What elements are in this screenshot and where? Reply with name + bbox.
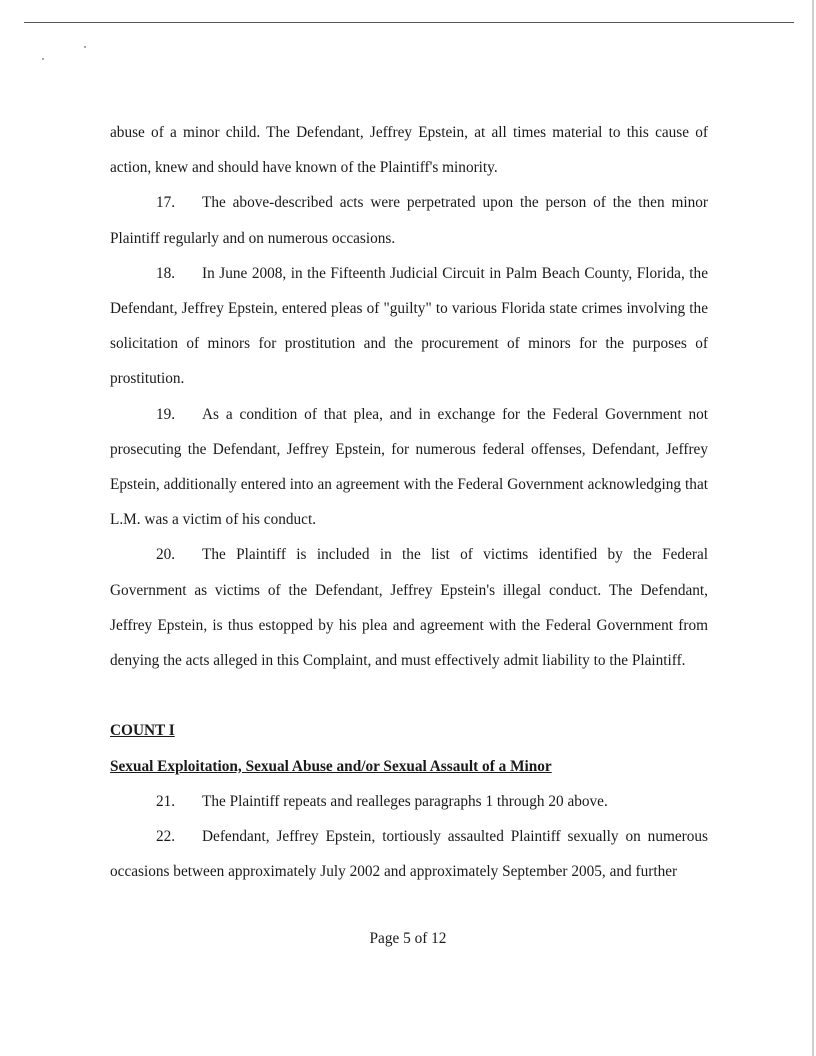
paragraph-text: As a condition of that plea, and in exchange for the Federal Government not prosecuting the Defendant, Jeffrey Epstein, for numerous federal offenses, Defendant, Jeffrey Epstein, additionally entered into an agreement with the Federal Government acknowledging that L.M. was a victim of his conduct. [110,405,708,529]
section-gap [110,678,708,713]
paragraph-text: The Plaintiff repeats and realleges paragraphs 1 through 20 above. [202,792,608,810]
count-heading: COUNT I [110,722,175,740]
paragraph-text: In June 2008, in the Fifteenth Judicial Circuit in Palm Beach County, Florida, the Defendant, Jeffrey Epstein, entered pleas of "guilty" to various Florida state crimes involving the solicitation of minors for prostitution and the procurement of minors for the purposes of prostitution. [110,264,708,388]
paragraph-text: Defendant, Jeffrey Epstein, tortiously assaulted Plaintiff sexually on numerous occasions between approximately July 2002 and approximately September 2005, and further [110,828,708,881]
page-number: Page 5 of 12 [369,930,447,947]
paragraph-20 [110,537,708,678]
paragraph-16-continued: abuse of a minor child. The Defendant, Jeffrey Epstein, at all times material to this cause of action, knew and should have known of the Plaintiff's minority. [110,124,708,177]
count-subheading: Sexual Exploitation, Sexual Abuse and/or Sexual Assault of a Minor [110,757,552,775]
paragraph-number: 22. [156,828,176,846]
page-edge-shadow [812,0,814,1056]
paragraph-number: 21. [156,792,176,810]
paragraph-text: The Plaintiff is included in the list of victims identified by the Federal Government as victims of the Defendant, Jeffrey Epstein's illegal conduct. The Defendant, Jeffrey Epstein, is thus estopped by his plea and agreement with the Federal Government from denying the acts alleged in this Complaint, and must effectively admit liability to the Plaintiff. [110,546,708,670]
paragraph-21 [110,784,708,819]
paragraph-17 [110,185,708,255]
top-rule [24,22,794,23]
paragraph-number: 20. [156,546,176,564]
paragraph-number: 17. [156,194,176,212]
scan-speck [84,46,86,48]
paragraph-number: 18. [156,264,176,282]
paragraph-number: 19. [156,405,176,423]
paragraph-22 [110,819,708,889]
scan-speck [42,58,44,60]
paragraph-19 [110,397,708,538]
document-body [110,115,708,889]
paragraph-18 [110,256,708,397]
paragraph-text: The above-described acts were perpetrated upon the person of the then minor Plaintiff regularly and on numerous occasions. [110,194,708,247]
